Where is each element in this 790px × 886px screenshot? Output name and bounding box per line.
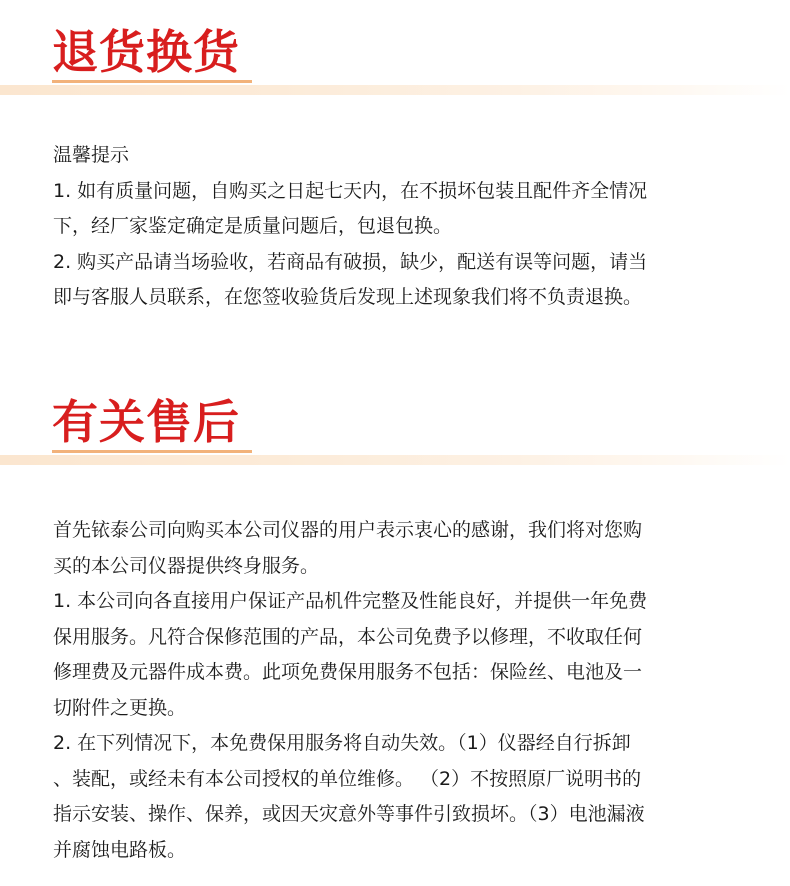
returns-title-bar xyxy=(0,85,790,95)
after-sales-intro: 首先铱泰公司向购买本公司仪器的用户表示衷心的感谢，我们将对您购 买的本公司仪器提供终身服务。 xyxy=(53,519,643,577)
after-sales-item-2: 2. 在下列情况下，本免费保用服务将自动失效。（1）仪器经自行拆卸 、装配，或经未有本公司授权的单位维修。 （2）不按照原厂说明书的 指示安装、操作、保养，或因天灾意外等事件引致损坏。（3）电池漏液 并腐蚀电路板。 xyxy=(53,732,645,861)
after-sales-item-1: 1. 本公司向各直接用户保证产品机件完整及性能良好，并提供一年免费 保用服务。凡符合保修范围的产品，本公司免费予以修理，不收取任何 修理费及元器件成本费。此项免费保用服务不包括：保险丝、电池及一 切附件之更换。 xyxy=(53,590,648,719)
returns-notice xyxy=(53,138,753,316)
after-sales-title-bar xyxy=(0,455,790,465)
after-sales-title-underline xyxy=(52,450,252,453)
returns-notice-item-2: 2. 购买产品请当场验收，若商品有破损，缺少，配送有误等问题，请当 即与客服人员联系，在您签收验货后发现上述现象我们将不负责退换。 xyxy=(53,250,648,308)
returns-title-underline xyxy=(52,80,252,83)
returns-notice-heading: 温馨提示 xyxy=(53,144,130,166)
after-sales-section-header xyxy=(0,380,790,480)
after-sales-title: 有关售后 xyxy=(52,395,240,449)
after-sales-body xyxy=(53,513,753,868)
returns-section-header xyxy=(0,0,790,100)
returns-notice-item-1: 1. 如有质量问题，自购买之日起七天内，在不损坏包装且配件齐全情况 下，经厂家鉴定确定是质量问题后，包退包换。 xyxy=(53,179,648,237)
returns-title: 退货换货 xyxy=(52,25,240,79)
